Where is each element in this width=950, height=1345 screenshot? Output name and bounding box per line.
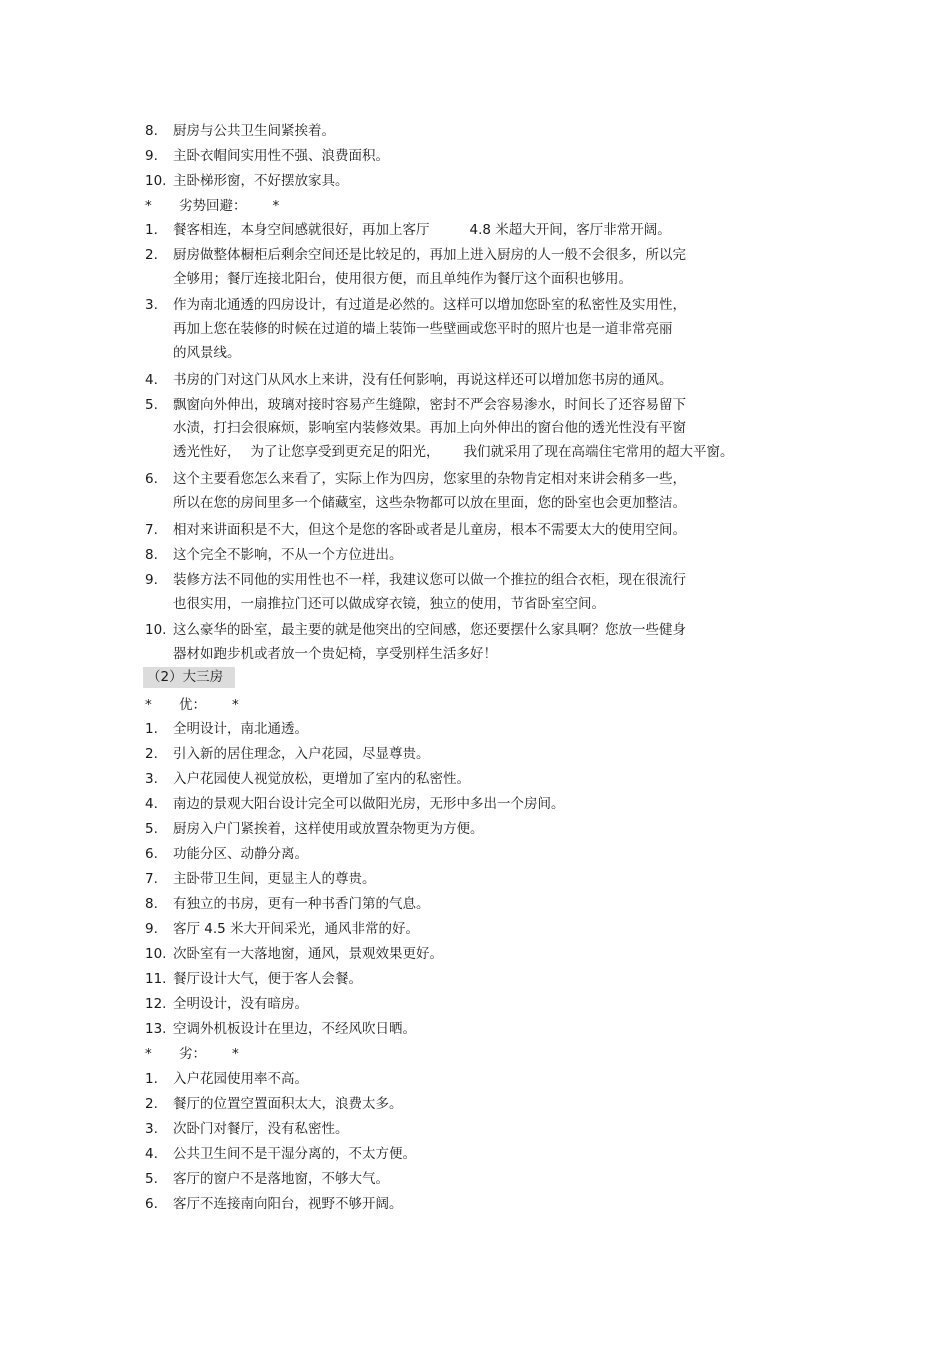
- list-item: [145, 846, 308, 862]
- item-number: 13.: [145, 1021, 167, 1037]
- list-item: [145, 297, 686, 313]
- list-item: [145, 123, 335, 139]
- item-number: 8.: [145, 123, 158, 139]
- item-text: 我们就采用了现在高端住宅常用的超大平窗。: [463, 444, 734, 460]
- item-number: 10.: [145, 622, 167, 638]
- item-text: 书房的门对这门从风水上来讲，没有任何影响，再说这样还可以增加您书房的通风。: [173, 372, 673, 388]
- item-text: 南边的景观大阳台设计完全可以做阳光房，无形中多出一个房间。: [173, 796, 565, 812]
- item-text: 餐客相连，本身空间感就很好，再加上客厅: [173, 222, 430, 238]
- item-number: 5.: [145, 821, 158, 837]
- item-number: 1.: [145, 1071, 158, 1087]
- list-item: [145, 971, 362, 987]
- item-number: 5.: [145, 397, 158, 413]
- heading-title: 优：: [179, 697, 206, 713]
- star-marker: *: [145, 1046, 152, 1062]
- item-text-continued: 再加上您在装修的时候在过道的墙上装饰一些壁画或您平时的照片也是一道非常亮丽: [173, 321, 673, 337]
- list-item: [145, 746, 430, 762]
- list-item: [145, 1071, 308, 1087]
- item-number: 7.: [145, 871, 158, 887]
- list-item: [145, 896, 430, 912]
- list-item: [145, 471, 686, 487]
- heading-title: 劣：: [179, 1046, 206, 1062]
- item-number: 3.: [145, 1121, 158, 1137]
- list-item: [145, 247, 686, 263]
- list-item: [145, 921, 419, 937]
- list-item: [145, 796, 565, 812]
- star-marker: *: [272, 198, 280, 214]
- list-item: [145, 771, 470, 787]
- list-item: [145, 821, 484, 837]
- item-number: 1.: [145, 222, 158, 238]
- item-number: 8.: [145, 547, 158, 563]
- item-text: 客厅的窗户不是落地窗，不够大气。: [173, 1171, 389, 1187]
- item-number: 3.: [145, 297, 158, 313]
- item-text: 餐厅的位置空置面积太大，浪费太多。: [173, 1096, 403, 1112]
- item-text: 全明设计，没有暗房。: [173, 996, 308, 1012]
- list-item: [145, 173, 349, 189]
- item-text-continued: 全够用；餐厅连接北阳台，使用很方便，而且单纯作为餐厅这个面积也够用。: [173, 271, 632, 287]
- list-item: [145, 1196, 403, 1212]
- item-text: 次卧室有一大落地窗，通风，景观效果更好。: [173, 946, 443, 962]
- item-text: 相对来讲面积是不大，但这个是您的客卧或者是儿童房，根本不需要太大的使用空间。: [173, 522, 686, 538]
- item-text-continued: [173, 444, 734, 460]
- star-marker: *: [145, 198, 152, 214]
- item-text: 引入新的居住理念，入户花园，尽显尊贵。: [173, 746, 430, 762]
- item-number: 2.: [145, 247, 158, 263]
- item-number: 6.: [145, 471, 158, 487]
- item-number: 9.: [145, 921, 158, 937]
- item-text: 这么豪华的卧室，最主要的就是他突出的空间感，您还要摆什么家具啊？您放一些健身: [173, 622, 686, 638]
- item-number: 9.: [145, 148, 158, 164]
- list-item: [145, 547, 403, 563]
- item-number: 4.: [145, 796, 158, 812]
- list-item: [145, 1146, 416, 1162]
- item-text-continued: 水渍，打扫会很麻烦，影响室内装修效果。再加上向外伸出的窗台他的透光性没有平窗: [173, 420, 686, 436]
- item-number: 10.: [145, 173, 167, 189]
- item-number: 10.: [145, 946, 167, 962]
- pros-heading: [145, 697, 239, 713]
- item-text-continued: 的风景线。: [173, 345, 241, 361]
- item-text-continued: 器材如跑步机或者放一个贵妃椅，享受别样生活多好！: [173, 646, 497, 662]
- list-item: [145, 1121, 349, 1137]
- list-item: [145, 871, 376, 887]
- item-number: 4.: [145, 1146, 158, 1162]
- list-item: [145, 222, 671, 238]
- star-marker: *: [232, 697, 239, 713]
- item-text: 全明设计，南北通透。: [173, 721, 308, 737]
- list-item: [145, 572, 686, 588]
- item-number: 9.: [145, 572, 158, 588]
- item-text-continued: 所以在您的房间里多一个储藏室，这些杂物都可以放在里面，您的卧室也会更加整洁。: [173, 495, 686, 511]
- list-item: [145, 1096, 403, 1112]
- item-text: 主卧衣帽间实用性不强、浪费面积。: [173, 148, 389, 164]
- star-marker: *: [145, 697, 152, 713]
- item-number: 2.: [145, 1096, 158, 1112]
- item-number: 3.: [145, 771, 158, 787]
- list-item: [145, 622, 686, 638]
- item-number: 5.: [145, 1171, 158, 1187]
- list-item: [145, 372, 673, 388]
- item-number: 8.: [145, 896, 158, 912]
- list-item: [145, 397, 686, 413]
- item-text: 飘窗向外伸出，玻璃对接时容易产生缝隙，密封不严会容易渗水，时间长了还容易留下: [173, 397, 686, 413]
- list-item: [145, 1021, 416, 1037]
- item-text: 为了让您享受到更充足的阳光，: [250, 444, 440, 460]
- item-text: 厨房入户门紧挨着，这样使用或放置杂物更为方便。: [173, 821, 484, 837]
- list-item: [145, 148, 389, 164]
- item-text: 这个完全不影响，不从一个方位进出。: [173, 547, 403, 563]
- item-text: 这个主要看您怎么来看了，实际上作为四房，您家里的杂物肯定相对来讲会稍多一些，: [173, 471, 686, 487]
- item-number: 6.: [145, 1196, 158, 1212]
- list-item: [145, 1171, 389, 1187]
- item-number: 7.: [145, 522, 158, 538]
- cons-heading: [145, 1046, 239, 1062]
- item-text: 入户花园使用率不高。: [173, 1071, 308, 1087]
- section-title: （2）大三房: [143, 667, 235, 688]
- item-text: 4.8 米超大开间，客厅非常开阔。: [469, 222, 671, 238]
- item-number: 11.: [145, 971, 167, 987]
- item-number: 6.: [145, 846, 158, 862]
- item-text: 主卧带卫生间，更显主人的尊贵。: [173, 871, 376, 887]
- item-text: 次卧门对餐厅，没有私密性。: [173, 1121, 349, 1137]
- item-text-continued: 也很实用，一扇推拉门还可以做成穿衣镜，独立的使用，节省卧室空间。: [173, 596, 605, 612]
- item-text: 公共卫生间不是干湿分离的，不太方便。: [173, 1146, 416, 1162]
- item-text: 餐厅设计大气，便于客人会餐。: [173, 971, 362, 987]
- item-number: 2.: [145, 746, 158, 762]
- item-number: 1.: [145, 721, 158, 737]
- item-text: 厨房与公共卫生间紧挨着。: [173, 123, 335, 139]
- list-item: [145, 996, 308, 1012]
- item-text: 空调外机板设计在里边，不经风吹日晒。: [173, 1021, 416, 1037]
- star-marker: *: [232, 1046, 239, 1062]
- item-text: 装修方法不同他的实用性也不一样，我建议您可以做一个推拉的组合衣柜，现在很流行: [173, 572, 686, 588]
- item-number: 12.: [145, 996, 167, 1012]
- list-item: [145, 522, 686, 538]
- item-text: 功能分区、动静分离。: [173, 846, 308, 862]
- item-text: 厨房做整体橱柜后剩余空间还是比较足的，再加上进入厨房的人一般不会很多，所以完: [173, 247, 686, 263]
- item-text: 入户花园使人视觉放松，更增加了室内的私密性。: [173, 771, 470, 787]
- item-text: 客厅 4.5 米大开间采光，通风非常的好。: [173, 921, 420, 937]
- item-text: 有独立的书房，更有一种书香门第的气息。: [173, 896, 430, 912]
- item-text: 透光性好，: [173, 444, 241, 460]
- list-item: [145, 946, 443, 962]
- item-text: 作为南北通透的四房设计，有过道是必然的。这样可以增加您卧室的私密性及实用性，: [173, 297, 686, 313]
- heading-title: 劣势回避：: [179, 198, 247, 214]
- item-text: 主卧梯形窗，不好摆放家具。: [173, 173, 349, 189]
- item-number: 4.: [145, 372, 158, 388]
- list-item: [145, 721, 308, 737]
- item-text: 客厅不连接南向阳台，视野不够开阔。: [173, 1196, 403, 1212]
- avoid-heading: [145, 198, 279, 214]
